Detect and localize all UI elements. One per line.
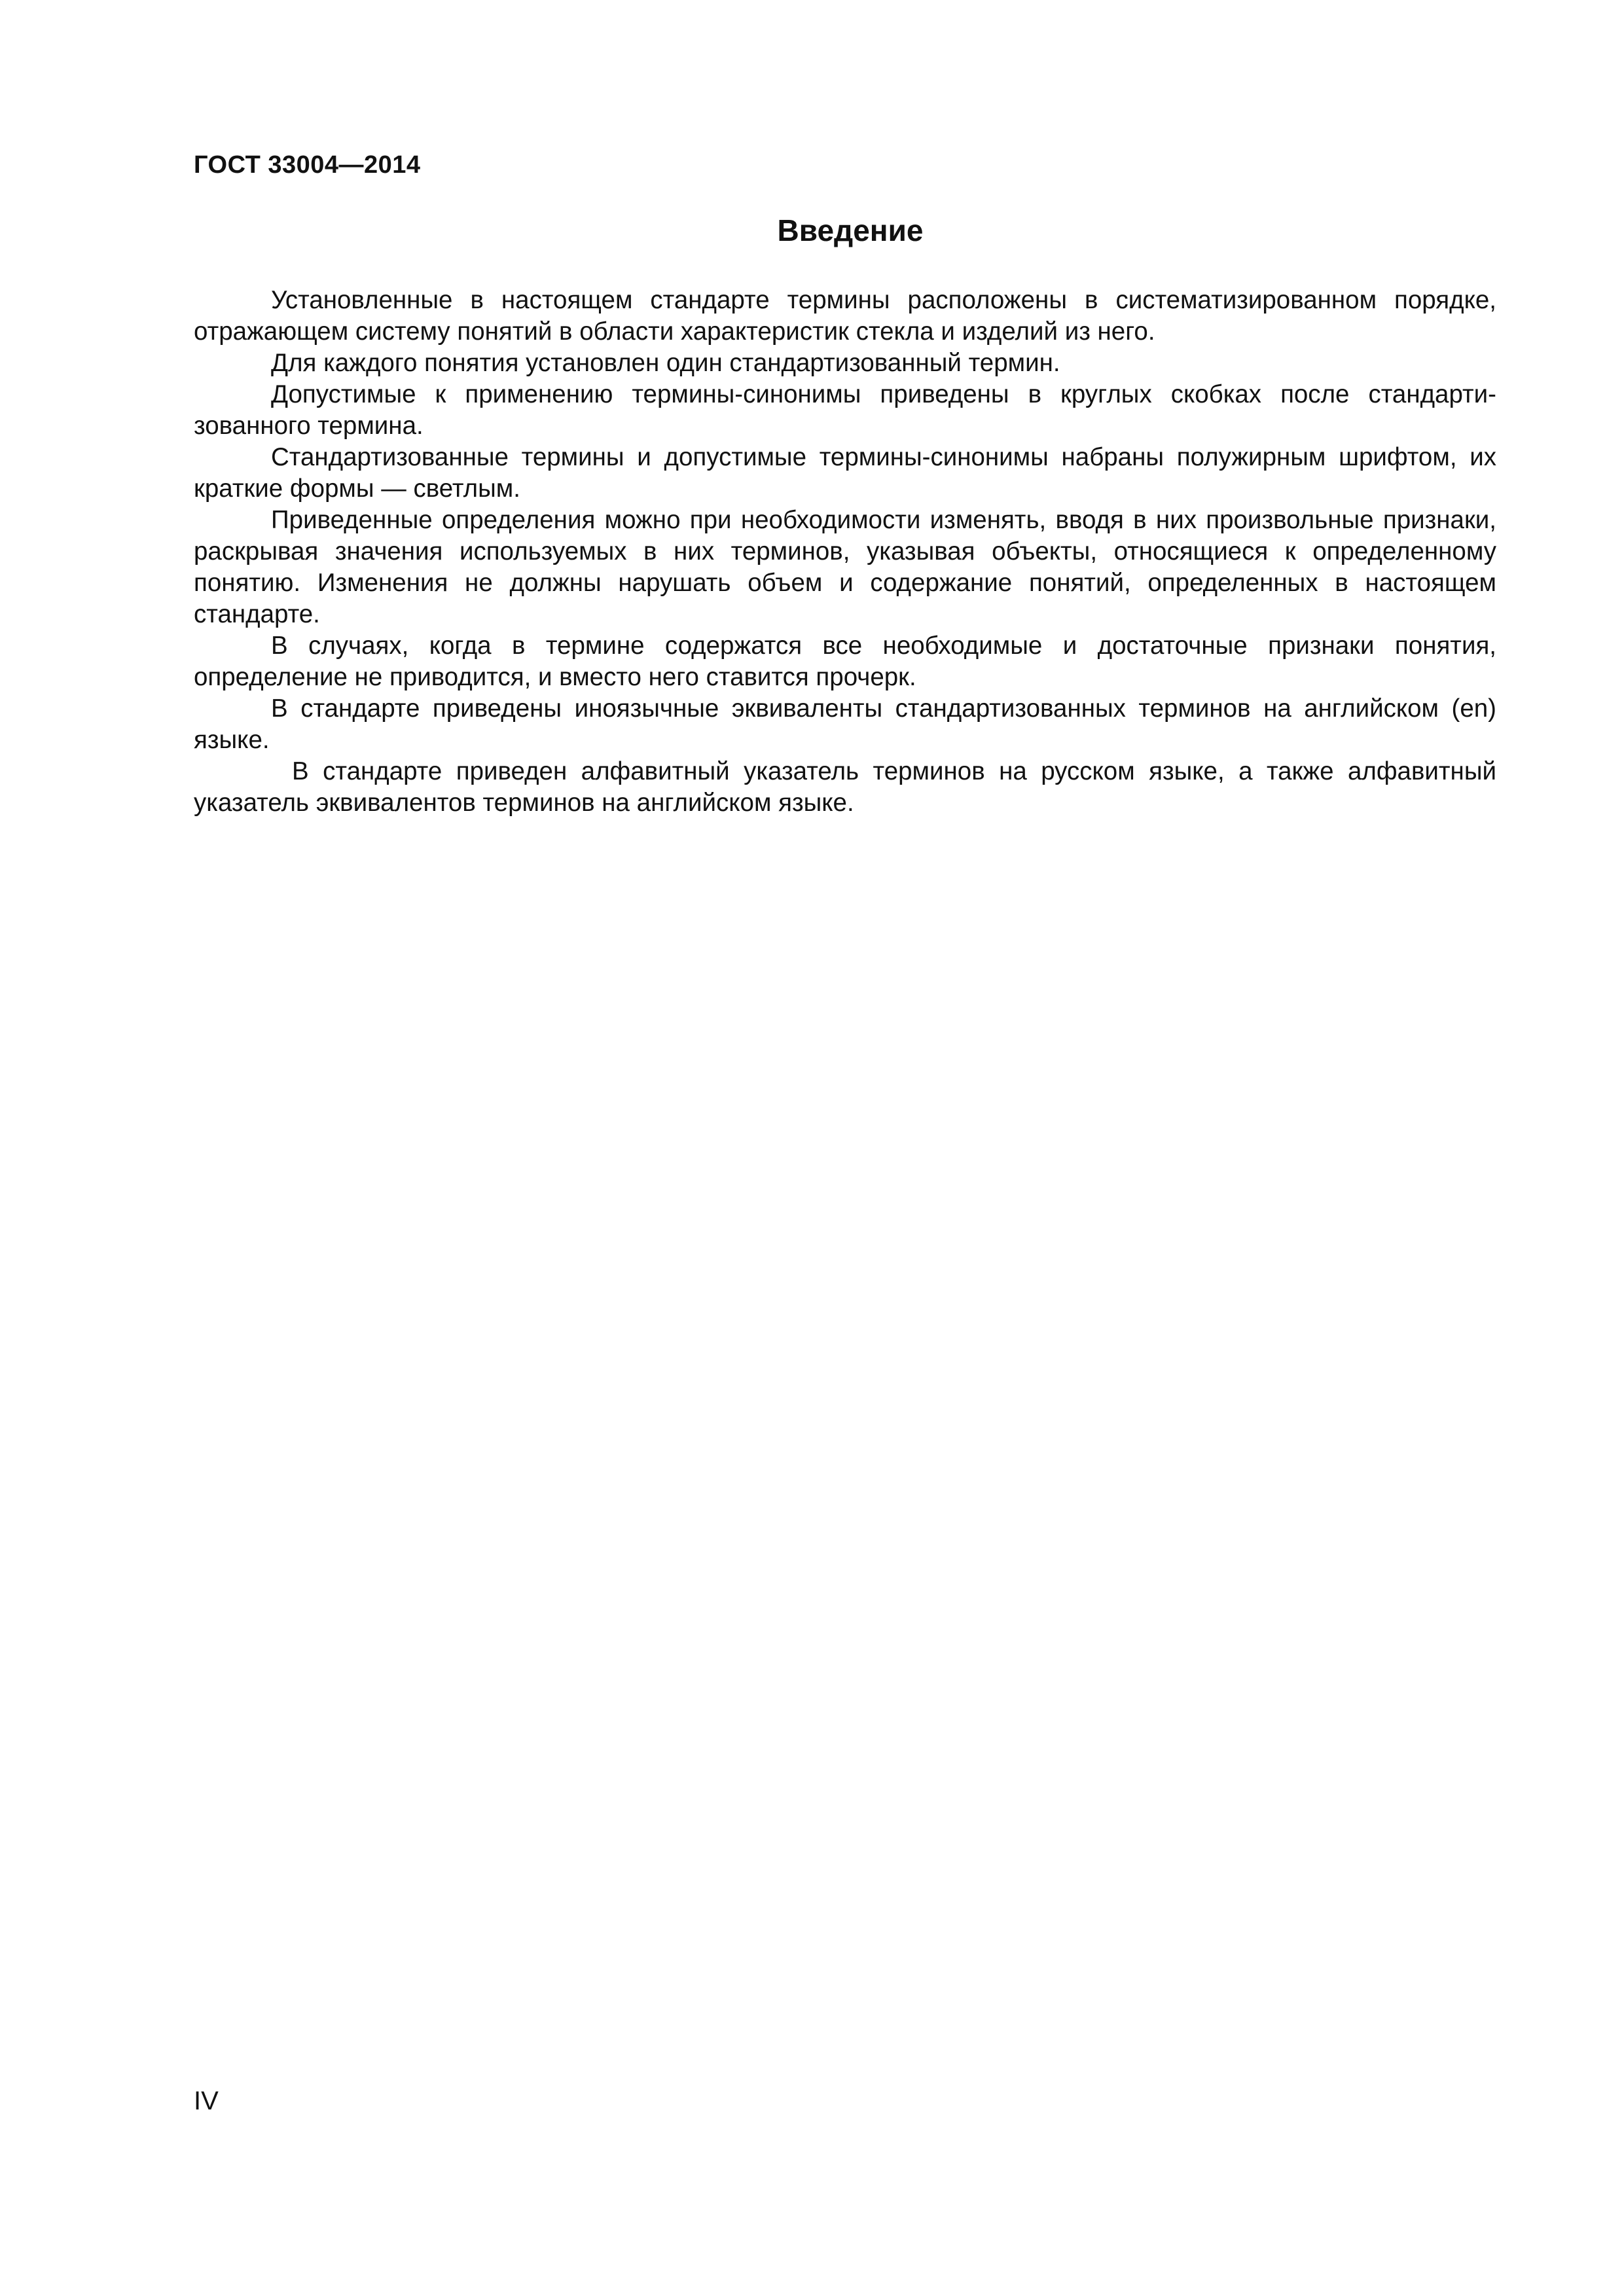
document-code-header: ГОСТ 33004—2014 bbox=[194, 151, 421, 179]
section-title: Введение bbox=[777, 213, 924, 247]
paragraph: Для каждого понятия установлен один стандартизованный термин. bbox=[271, 349, 1060, 377]
paragraph: Допустимые к применению термины-синонимы приведены в круглых скобках после стандартизованного термина. bbox=[194, 380, 1496, 440]
paragraph: В стандарте приведен алфавитный указатель терминов на русском языке, а также алфавитный указатель эквивалентов терминов на английском языке. bbox=[194, 757, 1496, 817]
paragraph: Стандартизованные термины и допустимые термины-синонимы набраны полужирным шрифтом, их краткие формы — светлым. bbox=[194, 443, 1496, 503]
paragraph: Приведенные определения можно при необходимости изменять, вводя в них произвольные признаки, раскрывая значения используемых в них терминов, указывая объекты, относящиеся к определенному понятию. Изменения не должны нарушать объем и содержание понятий, определенных в настоящем стандарте. bbox=[194, 506, 1496, 628]
introduction-body bbox=[194, 285, 1496, 819]
paragraph: Установленные в настоящем стандарте термины расположены в систематизированном порядке, отражающем систему понятий в области характеристик стекла и изделий из него. bbox=[194, 286, 1496, 346]
paragraph: В случаях, когда в термине содержатся все необходимые и достаточные признаки понятия, определение не приводится, и вместо него ставится прочерк. bbox=[194, 632, 1496, 691]
page-number: IV bbox=[194, 2087, 219, 2115]
paragraph: В стандарте приведены иноязычные эквиваленты стандартизованных терминов на английском (en) языке. bbox=[194, 694, 1496, 754]
